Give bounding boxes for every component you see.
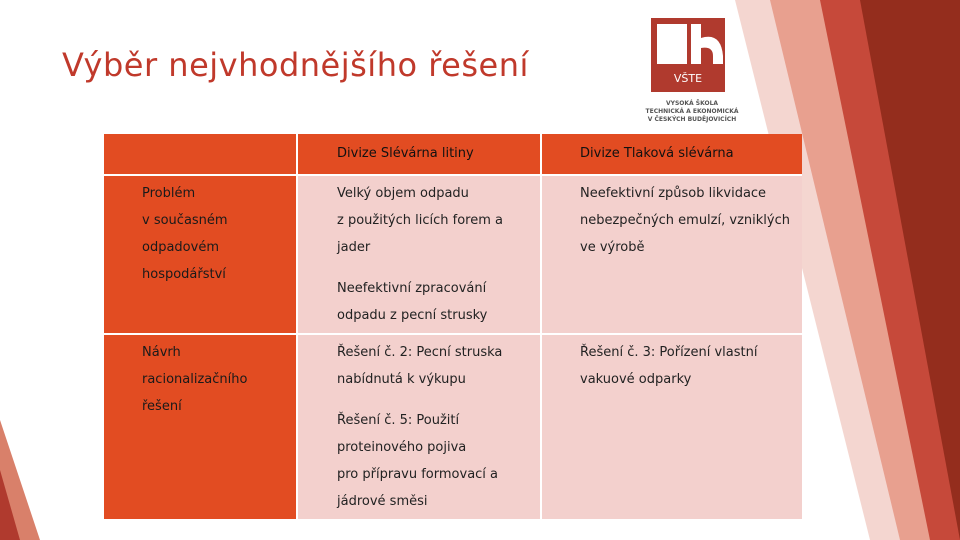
- cell-line: z použitých licích forem a: [337, 213, 503, 228]
- row-label-problem: [104, 175, 297, 334]
- row-label-line: hospodářství: [142, 267, 226, 282]
- header-cell-division-pressure: Divize Tlaková slévárna: [541, 134, 802, 175]
- row-label-line: v současném: [142, 213, 228, 228]
- cell-line: odpadu z pecní strusky: [337, 308, 488, 323]
- table-cell: [541, 334, 802, 519]
- logo-caption-line: VYSOKÁ ŠKOLA: [665, 100, 719, 107]
- cell-line: Velký objem odpadu: [337, 186, 469, 201]
- row-label-line: odpadovém: [142, 240, 219, 255]
- cell-line: Neefektivní zpracování: [337, 281, 487, 296]
- cell-line: nebezpečných emulzí, vzniklých: [580, 213, 790, 228]
- table-row: [104, 334, 802, 519]
- cell-line: Řešení č. 2: Pecní struska: [337, 345, 503, 360]
- table-cell: [541, 175, 802, 334]
- cell-line: Řešení č. 3: Pořízení vlastní: [580, 345, 758, 360]
- logo-mark-text: VŠTE: [673, 72, 703, 85]
- logo-caption-line: V ČESKÝCH BUDĚJOVICÍCH: [647, 116, 737, 123]
- row-label-line: Problém: [142, 186, 196, 201]
- comparison-table: [104, 134, 802, 519]
- cell-line: Neefektivní způsob likvidace: [580, 186, 767, 201]
- cell-line: Řešení č. 5: Použití: [337, 413, 460, 428]
- cell-line: jader: [337, 240, 371, 255]
- logo-caption: [642, 100, 742, 124]
- row-label-line: řešení: [142, 399, 182, 414]
- header-cell-division-iron: Divize Slévárna litiny: [297, 134, 541, 175]
- header-cell-empty: [104, 134, 297, 175]
- vste-logo-mark-icon: [651, 18, 725, 92]
- cell-line: vakuové odparky: [580, 372, 692, 387]
- table-cell: [297, 334, 541, 519]
- cell-line: pro přípravu formovací a: [337, 467, 499, 482]
- row-label-proposal: [104, 334, 297, 519]
- row-label-line: racionalizačního: [142, 372, 248, 387]
- vste-logo: [651, 18, 725, 92]
- logo-caption-line: TECHNICKÁ A EKONOMICKÁ: [645, 108, 739, 115]
- row-label-line: Návrh: [142, 345, 181, 360]
- table-header-row: [104, 134, 802, 175]
- table-row: [104, 175, 802, 334]
- cell-line: nabídnutá k výkupu: [337, 372, 466, 387]
- cell-line: proteinového pojiva: [337, 440, 467, 455]
- table-cell: [297, 175, 541, 334]
- slide-title: Výběr nejvhodnějšího řešení: [62, 46, 529, 84]
- cell-line: ve výrobě: [580, 240, 645, 255]
- cell-line: jádrové směsi: [337, 494, 428, 509]
